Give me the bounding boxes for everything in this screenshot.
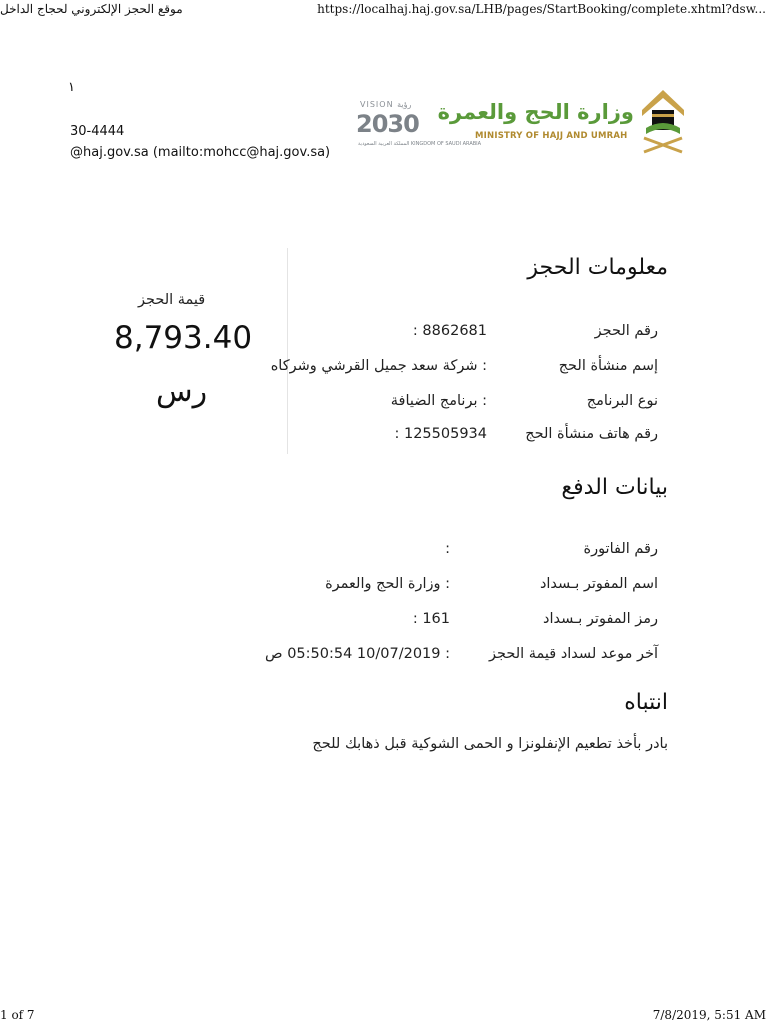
vision-label: VISION رؤية (360, 100, 412, 109)
vision-year: 2030 (356, 110, 419, 138)
payment-deadline-label: آخر موعد لسداد قيمة الحجز (488, 646, 658, 662)
biller-name-value: : وزارة الحج والعمرة (325, 576, 450, 592)
booking-number-value: : 8862681 (412, 323, 487, 339)
invoice-number-label: رقم الفاتورة (583, 541, 658, 557)
biller-code-label: رمز المفوتر بـسداد (543, 611, 658, 627)
page-url[interactable]: https://localhaj.haj.gov.sa/LHB/pages/StartBooking/complete.xhtml?dsw... (317, 2, 766, 16)
invoice-number-value: : (445, 541, 450, 557)
vision-subtitle: المملكة العربية السعودية KINGDOM OF SAUDI ARABIA (358, 141, 482, 147)
booking-value-amount: 8,793.40 (114, 320, 253, 356)
ministry-name-english: MINISTRY OF HAJJ AND UMRAH (475, 131, 628, 141)
browser-page-title: موقع الحجز الإلكتروني لحجاج الداخل (0, 2, 183, 16)
program-type-label: نوع البرنامج (586, 393, 658, 409)
company-name-label: إسم منشأة الحج (558, 358, 658, 374)
payment-deadline-value: : 10/07/2019 05:50:54 ص (265, 646, 450, 662)
company-name-value: : شركة سعد جميل القرشي وشركاه (270, 358, 487, 374)
vision-2030-logo (356, 100, 482, 152)
contact-phone: 30-4444 (70, 124, 125, 139)
contact-line-1: ١ (68, 80, 75, 95)
booking-info-heading: معلومات الحجز (527, 255, 668, 280)
booking-value-label: قيمة الحجز (138, 292, 206, 308)
biller-name-label: اسم المفوتر بـسداد (539, 576, 658, 592)
biller-code-value: : 161 (412, 611, 450, 627)
notice-text: بادر بأخذ تطعيم الإنفلونزا و الحمى الشوكية قبل ذهابك للحج (312, 736, 668, 752)
print-datetime: 7/8/2019, 5:51 AM (652, 1008, 766, 1022)
section-divider (287, 248, 288, 454)
company-phone-value: : 125505934 (394, 426, 487, 442)
payment-info-heading: بيانات الدفع (561, 475, 668, 500)
notice-heading: انتباه (624, 690, 668, 715)
page-number: 1 of 7 (0, 1008, 35, 1022)
ministry-name-arabic: وزارة الحج والعمرة (437, 100, 634, 124)
company-phone-label: رقم هاتف منشأة الحج (525, 426, 658, 442)
contact-email-link[interactable]: @haj.gov.sa (mailto:mohcc@haj.gov.sa) (70, 145, 331, 160)
booking-number-label: رقم الحجز (594, 323, 658, 339)
kaaba-emblem-icon (638, 88, 688, 154)
ministry-logo (437, 88, 688, 154)
program-type-value: : برنامج الضيافة (390, 393, 487, 409)
currency-label: رس (156, 374, 208, 409)
